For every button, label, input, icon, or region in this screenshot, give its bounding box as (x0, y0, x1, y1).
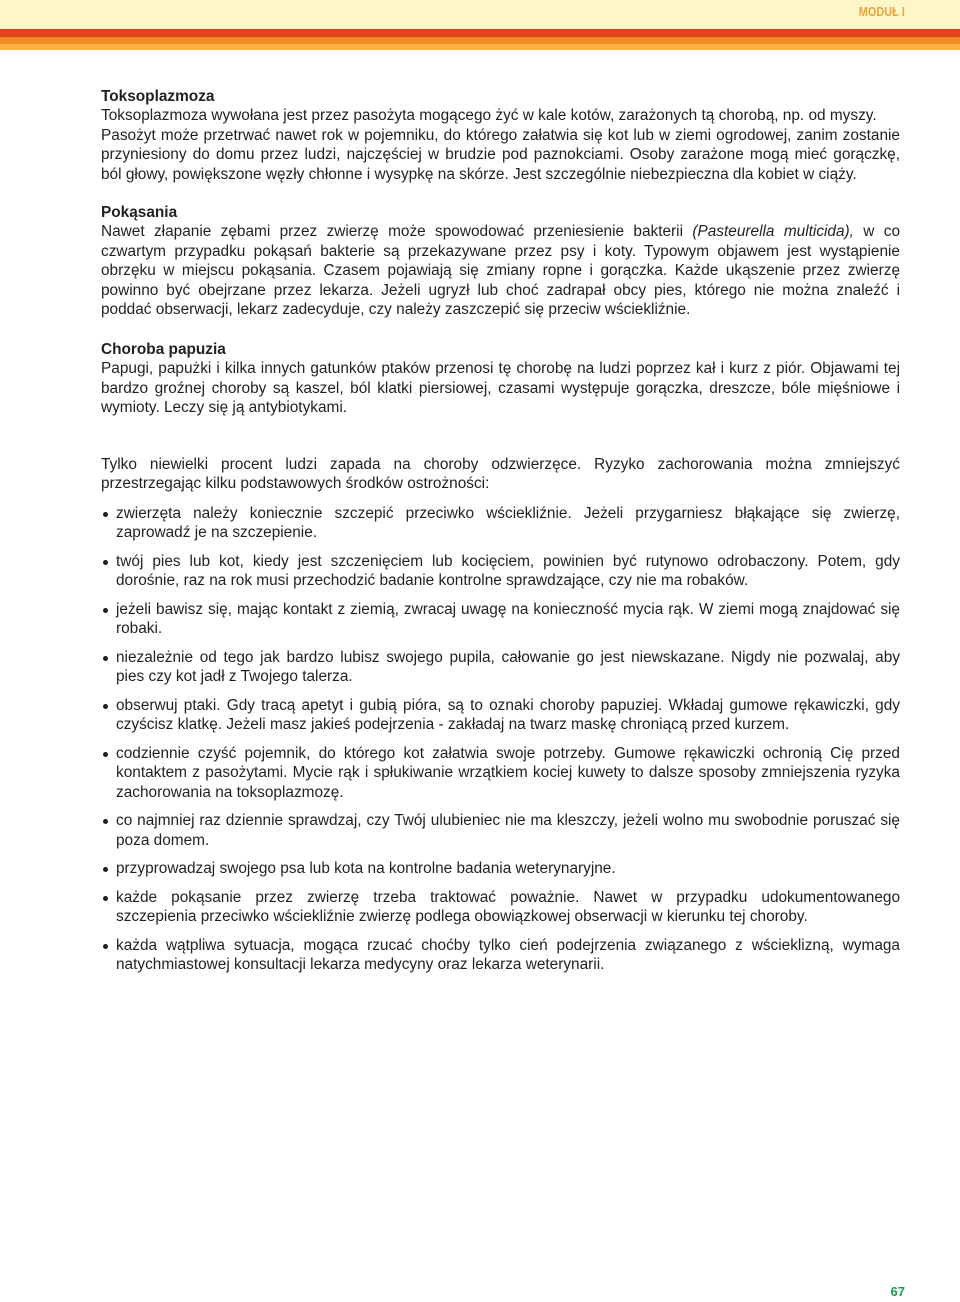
paragraph-line: poddać obserwacji, lekarz zadecyduje, czy należy zaszczepić się przeciw wściekliźnie. (101, 301, 691, 319)
list-item-line: zaprowadź je na szczepienie. (116, 524, 318, 542)
list-item-line: szczepienia przeciwko wściekliźnie zwierzę podlega obowiązkowej obserwacji w kierunku tej choroby. (116, 908, 808, 926)
list-item-line: jeżeli bawisz się, mając kontakt z ziemią, zwracaj uwagę na konieczność mycia rąk. W ziemi mogą znajdować się (116, 601, 900, 618)
section-toxoplasmosis (101, 87, 900, 184)
list-item-line: obserwuj ptaki. Gdy tracą apetyt i gubią pióra, są to oznaki choroby papuziej. Wkładaj gumowe rękawiczki, gdy (116, 697, 900, 714)
list-item-line: niezależnie od tego jak bardzo lubisz swojego pupila, całowanie go jest niewskazane. Nigdy nie pozwalaj, aby (116, 649, 900, 666)
list-item-line: twój pies lub kot, kiedy jest szczenięciem lub kocięciem, powinien być rutynowo odrobaczony. Potem, gdy (116, 553, 900, 570)
paragraph-line: ból głowy, powiększone węzły chłonne i wysypkę na skórze. Jest szczególnie niebezpieczna dla kobiet w ciąży. (101, 165, 857, 183)
list-item-line: zwierzęta należy koniecznie szczepić przeciwko wściekliźnie. Jeżeli przygarniesz błąkające się zwierzę, (116, 505, 900, 522)
bacteria-name: (Pasteurella multicida), (692, 223, 854, 241)
bullet-icon (103, 560, 108, 565)
list-item (101, 600, 900, 639)
list-item (101, 859, 900, 878)
list-item-line: czyścisz klatkę. Jeżeli masz jakieś podejrzenia - zakładaj na twarz maskę chroniącą przed kurzem. (116, 716, 790, 734)
list-item-line: robaki. (116, 620, 163, 638)
bullet-icon (103, 512, 108, 517)
header-stripe-amber (0, 44, 960, 50)
paragraph-line: czwartym przypadku pokąsań bakterie są przekazywane przez psy i koty. Typowym objawem jest wystąpienie (101, 242, 900, 260)
module-label: MODUŁ I (858, 4, 905, 19)
list-item-line: każde pokąsanie przez zwierzę trzeba traktować poważnie. Nawet w przypadku udokumentowanego (116, 889, 900, 906)
list-item-line: dorośnie, raz na rok musi przechodzić badanie kontrolne sprawdzające, czy nie ma robaków. (116, 572, 749, 590)
paragraph-text: w co (853, 223, 901, 241)
paragraph-line: Papugi, papużki i kilka innych gatunków ptaków przenosi tę chorobę na ludzi poprzez kał i kurz z piór. Objawami tej (101, 360, 900, 378)
paragraph-line: przyniesiony do domu przez ludzi, najczęściej w brudzie pod paznokciami. Osoby zarażone mogą mieć gorączkę, (101, 146, 900, 164)
list-item (101, 648, 900, 687)
paragraph-line: Toksoplazmoza wywołana jest przez pasożyta mogącego żyć w kale kotów, zarażonych tą chorobą, np. od myszy. (101, 107, 877, 125)
list-item-line: codziennie czyść pojemnik, do którego kot załatwia swoje potrzeby. Gumowe rękawiczki ochronią Cię przed (116, 745, 900, 762)
bullet-icon (103, 656, 108, 661)
list-item (101, 504, 900, 543)
list-item-line: co najmniej raz dziennie sprawdzaj, czy Twój ulubieniec nie ma kleszczy, jeżeli wolno mu swobodnie poruszać się (116, 812, 900, 830)
bullet-icon (103, 867, 108, 872)
bullet-icon (103, 704, 108, 709)
list-item (101, 811, 900, 850)
list-item-line: przyprowadzaj swojego psa lub kota na kontrolne badania weterynaryjne. (116, 860, 616, 878)
page-number: 67 (890, 1284, 905, 1299)
list-item-line: natychmiastowej konsultacji lekarza medycyny oraz lekarza weterynarii. (116, 956, 605, 974)
list-item-line: kontaktem z pasożytami. Mycie rąk i spłukiwanie wrzątkiem kociej kuwety to dalsze sposoby zmniejszenia ryzyka (116, 764, 900, 782)
paragraph-text: Nawet złapanie zębami przez zwierzę może spowodować przeniesienie bakterii (101, 223, 693, 241)
bullet-icon (103, 752, 108, 757)
list-item-line: pies czy kot jadł z Twojego talerza. (116, 668, 353, 686)
section-heading: Choroba papuzia (101, 341, 226, 358)
paragraph-line: powinno być obejrzane przez lekarza. Jeżeli ugryzł lub choć zadrapał obcy pies, którego nie można znaleźć i (101, 281, 900, 299)
bullet-icon (103, 896, 108, 901)
list-item (101, 744, 900, 802)
paragraph-line (101, 222, 900, 241)
section-heading: Toksoplazmoza (101, 88, 215, 105)
bullet-icon (103, 819, 108, 824)
prevention-tips-list (101, 504, 900, 984)
list-item-line: zachorowania na toksoplazmozę. (116, 783, 344, 801)
list-item (101, 936, 900, 975)
list-item-line: każda wątpliwa sytuacja, mogąca rzucać choćby tylko cień podejrzenia związanego z wścieklizną, wymaga (116, 937, 900, 954)
prevention-intro (101, 455, 900, 494)
list-item (101, 888, 900, 927)
section-parrot-fever (101, 340, 900, 418)
paragraph-line: bardzo groźnej choroby są kaszel, ból klatki piersiowej, czasami występuje gorączka, dreszcze, bóle mięśniowe i (101, 379, 900, 397)
section-bites (101, 203, 900, 319)
paragraph-line: Pasożyt może przetrwać nawet rok w pojemniku, do którego załatwia się kot lub w ziemi ogrodowej, zanim zostanie (101, 126, 900, 144)
list-item (101, 552, 900, 591)
paragraph-line: obrzęku w miejscu pokąsania. Czasem pojawiają się zmiany ropne i gorączka. Każde ukąszenie przez zwierzę (101, 262, 900, 280)
header-stripe-red (0, 29, 960, 37)
list-item-line: poza domem. (116, 831, 210, 849)
bullet-icon (103, 608, 108, 613)
bullet-icon (103, 944, 108, 949)
paragraph-line: Tylko niewielki procent ludzi zapada na choroby odzwierzęce. Ryzyko zachorowania można zmniejszyć (101, 456, 900, 473)
paragraph-line: wymioty. Leczy się ją antybiotykami. (101, 399, 348, 417)
paragraph-line: przestrzegając kilku podstawowych środków ostrożności: (101, 475, 490, 493)
header-stripe-orange (0, 37, 960, 44)
section-heading: Pokąsania (101, 204, 178, 221)
header-band (0, 0, 960, 29)
list-item (101, 696, 900, 735)
